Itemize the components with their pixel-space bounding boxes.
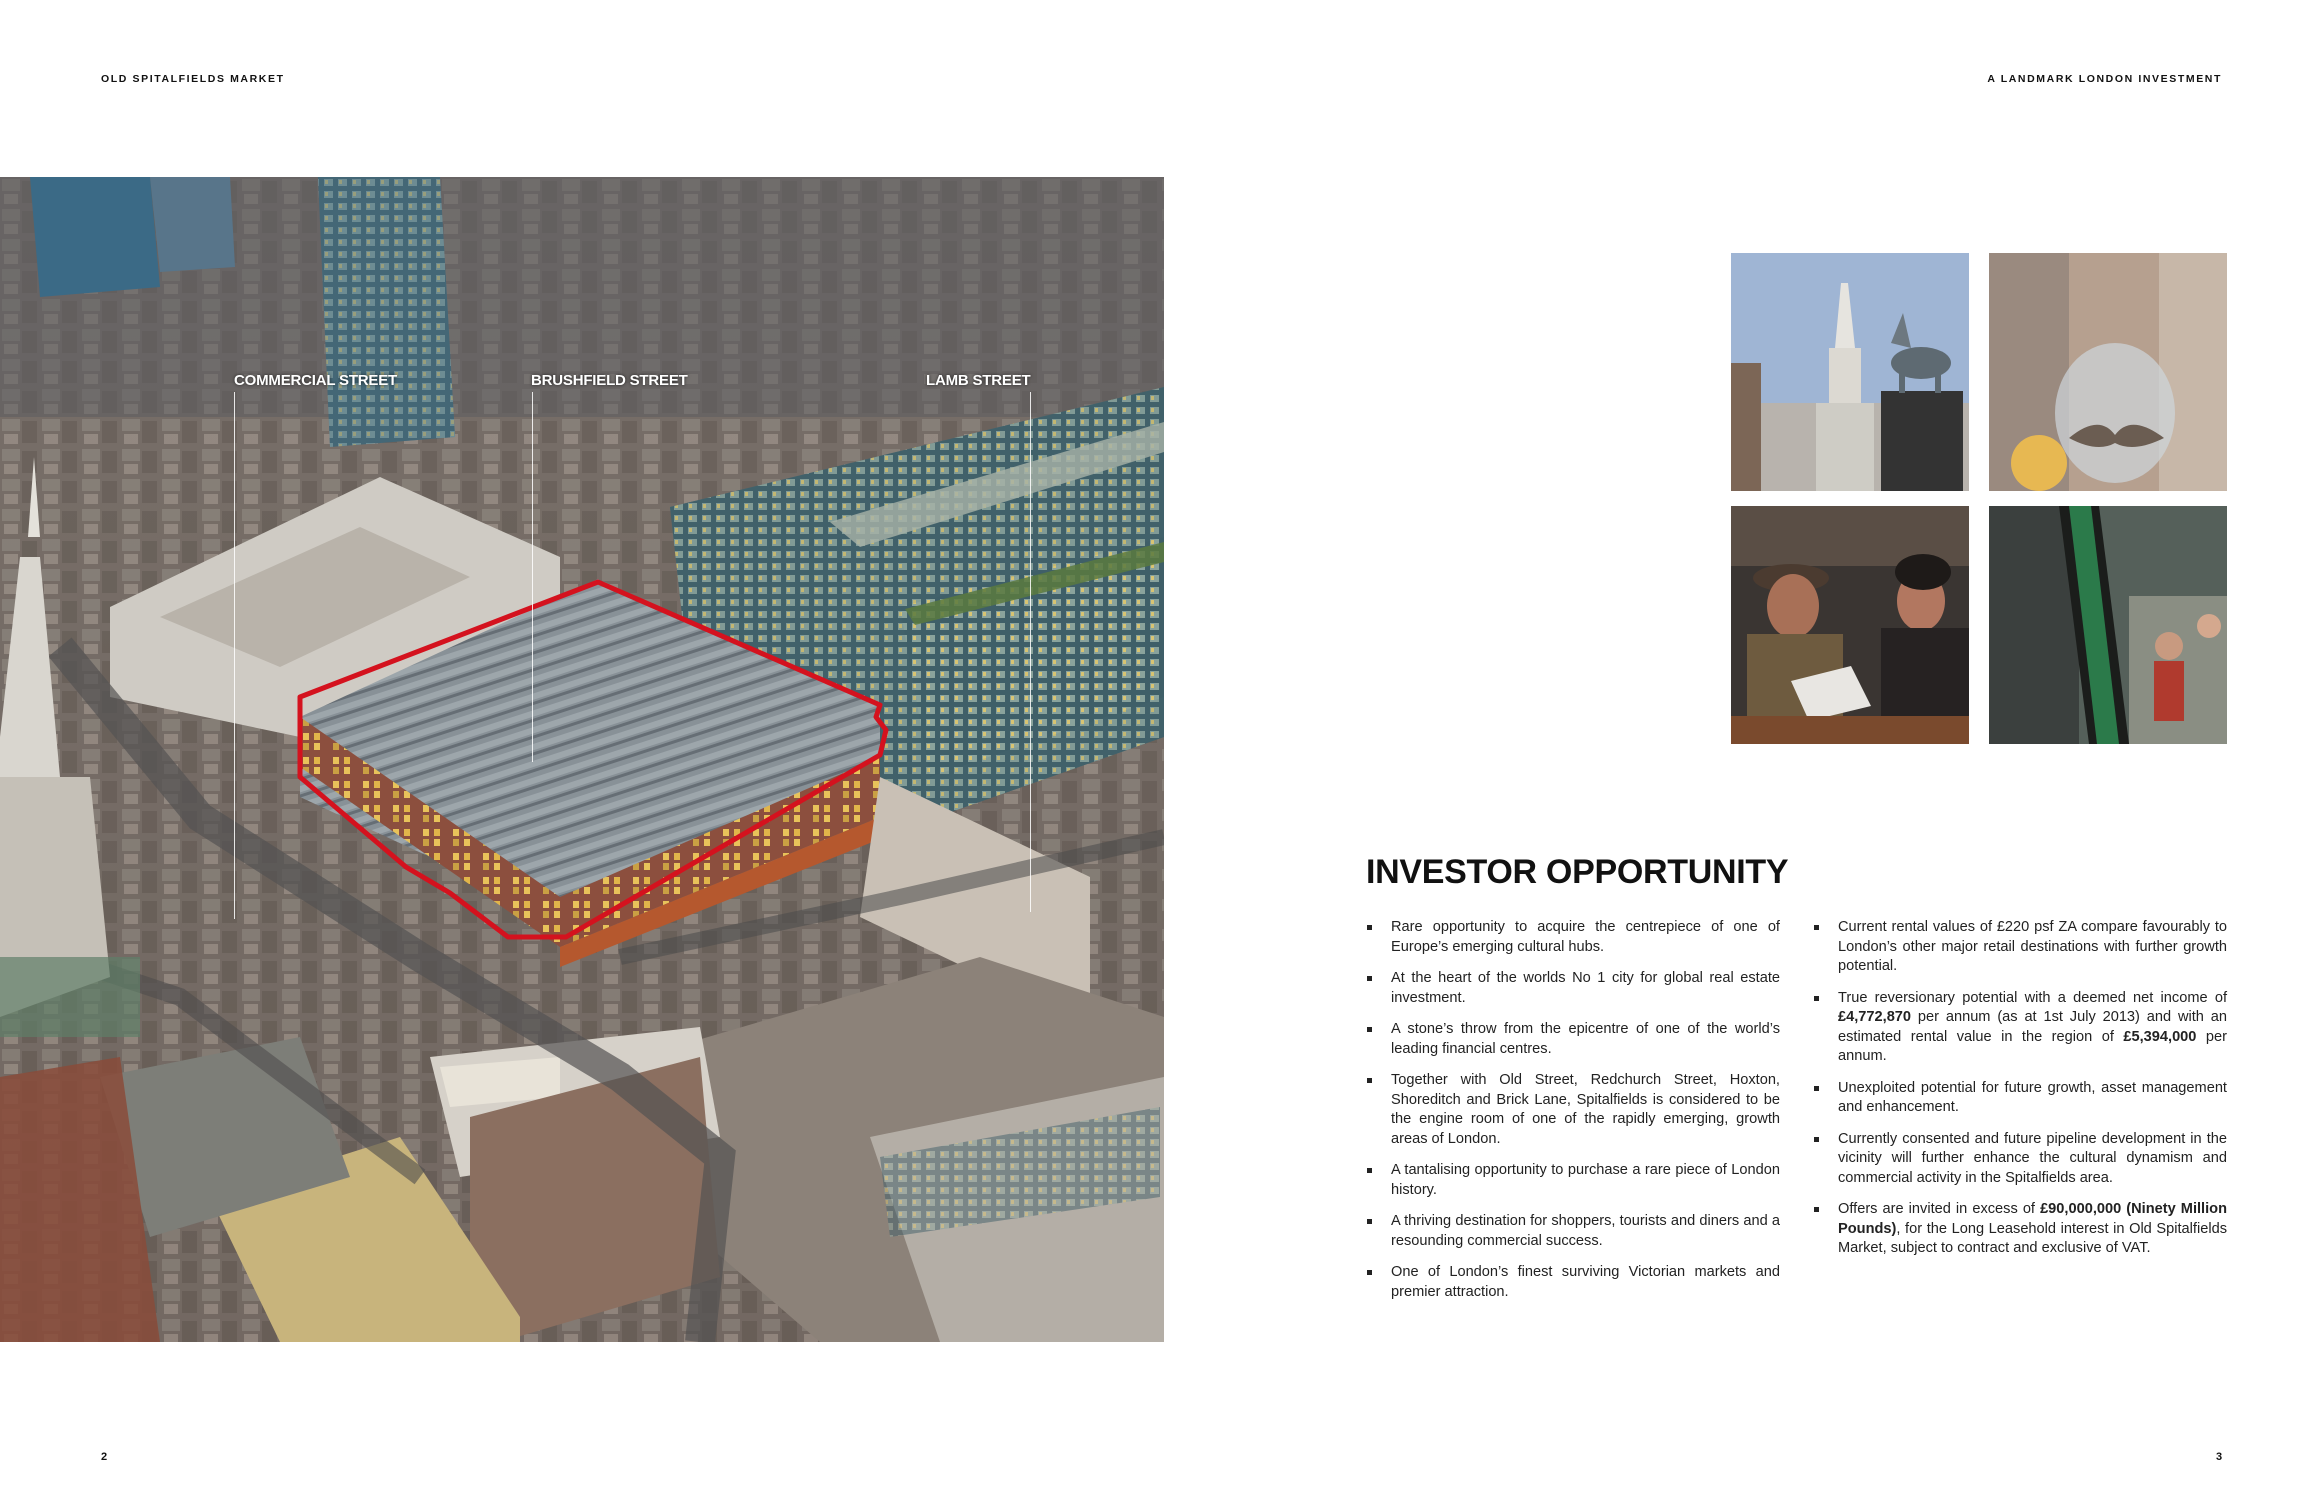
bullet-list-left bbox=[1366, 918, 1780, 1314]
rental-value: £5,394,000 bbox=[2123, 1028, 2197, 1045]
bullet-icon bbox=[1814, 1207, 1819, 1212]
brushfield-street-label: BRUSHFIELD STREET bbox=[531, 372, 688, 389]
list-item: A stone’s throw from the epicentre of one of the world’s leading financial centres. bbox=[1366, 1020, 1780, 1059]
list-item: True reversionary potential with a deemed net income of £4,772,870 per annum (as at 1st July 2013) and with an estimated rental value in the region of £5,394,000 per annum. bbox=[1813, 989, 2227, 1067]
list-item: Current rental values of £220 psf ZA compare favourably to London’s other major retail destinations with further growth potential. bbox=[1813, 918, 2227, 977]
bullet-icon bbox=[1814, 996, 1819, 1001]
bullet-icon bbox=[1367, 1078, 1372, 1083]
bullet-icon bbox=[1367, 1027, 1372, 1032]
market-people-photo bbox=[1731, 506, 1969, 744]
lamb-street-label: LAMB STREET bbox=[926, 372, 1031, 389]
running-head-right: A LANDMARK LONDON INVESTMENT bbox=[1987, 73, 2222, 85]
lamb-street-leader bbox=[1030, 392, 1031, 912]
list-item: Together with Old Street, Redchurch Street, Hoxton, Shoreditch and Brick Lane, Spitalfields is considered to be the engine room of one of the rapidly emerging, growth areas of London. bbox=[1366, 1071, 1780, 1149]
list-item: Offers are invited in excess of £90,000,000 (Ninety Million Pounds), for the Long Leasehold interest in Old Spitalfields Market, subject to contract and exclusive of VAT. bbox=[1813, 1200, 2227, 1259]
bullet-icon bbox=[1367, 976, 1372, 981]
bullet-icon bbox=[1814, 1137, 1819, 1142]
list-item: Rare opportunity to acquire the centrepiece of one of Europe’s emerging cultural hubs. bbox=[1366, 918, 1780, 957]
commercial-street-label: COMMERCIAL STREET bbox=[234, 372, 397, 389]
aerial-photo bbox=[0, 177, 1164, 1342]
list-item: Unexploited potential for future growth, asset management and enhancement. bbox=[1813, 1079, 2227, 1118]
offer-price: £90,000,000 (Ninety Million Pounds) bbox=[1838, 1201, 2228, 1237]
section-title: INVESTOR OPPORTUNITY bbox=[1366, 853, 1789, 891]
list-item: One of London’s finest surviving Victorian markets and premier attraction. bbox=[1366, 1263, 1780, 1302]
moustache-sculpture-photo bbox=[1989, 253, 2227, 491]
bullet-icon bbox=[1814, 925, 1819, 930]
list-item: Currently consented and future pipeline development in the vicinity will further enhance the cultural dynamism and commercial activity in the Spitalfields area. bbox=[1813, 1130, 2227, 1189]
list-item: A tantalising opportunity to purchase a rare piece of London history. bbox=[1366, 1161, 1780, 1200]
bullet-icon bbox=[1367, 1168, 1372, 1173]
market-sign-photo bbox=[1989, 506, 2227, 744]
bullet-icon bbox=[1814, 1086, 1819, 1091]
brushfield-street-leader bbox=[532, 392, 533, 762]
bullet-icon bbox=[1367, 1270, 1372, 1275]
bullet-list-right bbox=[1813, 918, 2227, 1271]
running-head-left: OLD SPITALFIELDS MARKET bbox=[101, 73, 285, 85]
page-number-right: 3 bbox=[2216, 1451, 2223, 1463]
church-goat-photo bbox=[1731, 253, 1969, 491]
net-income-value: £4,772,870 bbox=[1838, 1009, 1912, 1025]
page-number-left: 2 bbox=[101, 1451, 108, 1463]
bullet-icon bbox=[1367, 925, 1372, 930]
list-item: At the heart of the worlds No 1 city for global real estate investment. bbox=[1366, 969, 1780, 1008]
list-item: A thriving destination for shoppers, tourists and diners and a resounding commercial success. bbox=[1366, 1212, 1780, 1251]
bullet-icon bbox=[1367, 1219, 1372, 1224]
commercial-street-leader bbox=[234, 392, 235, 919]
